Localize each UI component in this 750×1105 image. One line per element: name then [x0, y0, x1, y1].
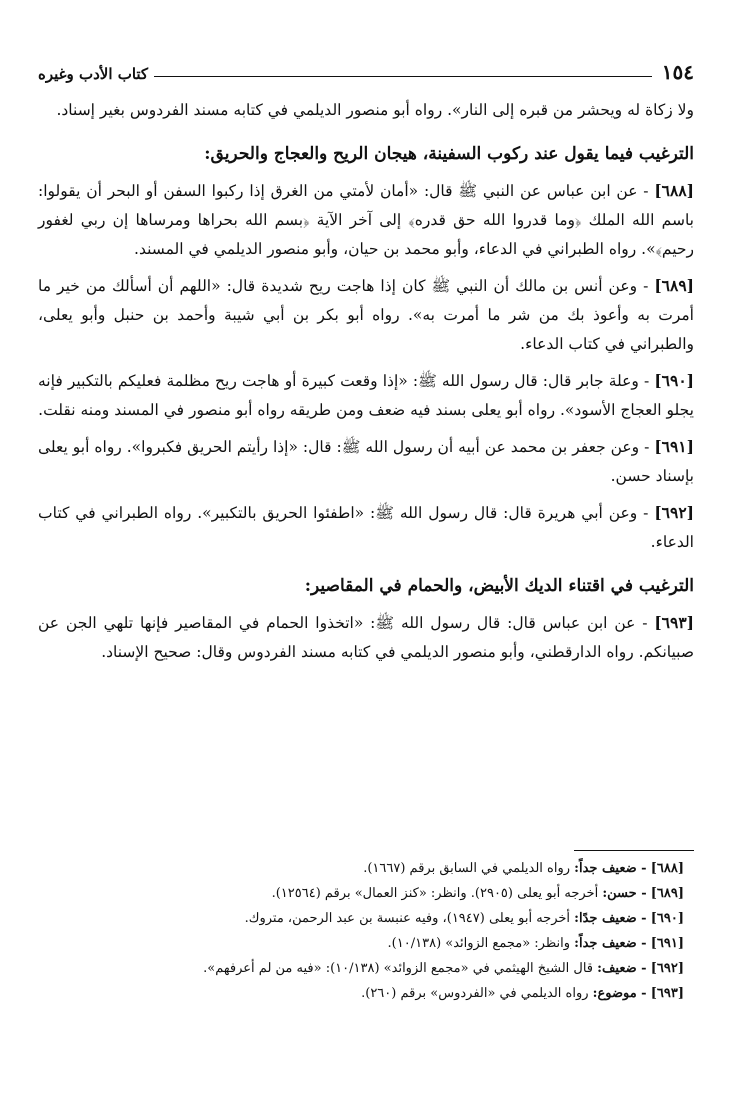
footnote-692 — [38, 956, 684, 981]
footnote-690 — [38, 906, 684, 931]
footnote-number: [٦٩١] — [650, 936, 684, 951]
hadith-text: - وعلة جابر قال: قال رسول الله ﷺ: «إذا وقعت كبيرة أو هاجت ريح مظلمة فعليكم بالتكبير فإنه يجلو العجاج الأسود». رواه أبو يعلى بسند فيه ضعف ومن طريقه رواه أبو منصور في المسند ومنه نقلت. — [38, 372, 694, 419]
hadith-692 — [38, 498, 694, 557]
footnote-number: [٦٩٠] — [650, 911, 684, 926]
hadith-number: [٦٨٩] — [654, 276, 694, 295]
section-heading-ship: الترغيب فيما يقول عند ركوب السفينة، هيجان الريح والعجاج والحريق: — [204, 144, 694, 164]
hadith-number: [٦٩٢] — [654, 503, 694, 522]
header-rule — [154, 76, 652, 77]
footnote-text: رواه الديلمي في السابق برقم (١٦٦٧). — [363, 861, 571, 876]
footnote-688 — [38, 856, 684, 881]
hadith-text: - وعن أبي هريرة قال: قال رسول الله ﷺ: «اطفئوا الحريق بالتكبير». رواه الطبراني في كتاب الدعاء. — [38, 504, 694, 551]
hadith-691 — [38, 432, 694, 491]
footnote-number: [٦٨٨] — [650, 861, 684, 876]
hadith-number: [٦٩١] — [654, 437, 694, 456]
section-heading-rooster: الترغيب في اقتناء الديك الأبيض، والحمام في المقاصير: — [304, 576, 694, 596]
footnote-text: أخرجه أبو يعلى (١٩٤٧)، وفيه عنبسة بن عبد الرحمن، متروك. — [244, 911, 571, 926]
hadith-number: [٦٩٠] — [654, 371, 694, 390]
hadith-693 — [38, 608, 694, 667]
footnote-number: [٦٨٩] — [650, 886, 684, 901]
footnote-grade: - موضوع: — [592, 986, 647, 1001]
hadith-text: - وعن أنس بن مالك أن النبي ﷺ كان إذا هاجت ريح شديدة قال: «اللهم أن أسألك من خير ما أمرت به وأعوذ بك من شر ما أمرت به». رواه أبو بكر بن أبي شيبة وأحمد بن حنبل وأبو يعلى، والطبراني في كتاب الدعاء. — [38, 277, 694, 353]
hadith-690 — [38, 366, 694, 425]
footnote-grade: - ضعيف جداً: — [574, 936, 647, 951]
footnote-grade: - ضعيف: — [597, 961, 647, 976]
footnote-grade: - ضعيف جدًا: — [574, 911, 647, 926]
hadith-text: - وعن جعفر بن محمد عن أبيه أن رسول الله ﷺ: قال: «إذا رأيتم الحريق فكبروا». رواه أبو يعلى بإسناد حسن. — [38, 438, 694, 485]
hadith-689 — [38, 271, 694, 359]
running-header — [38, 58, 694, 82]
hadith-number: [٦٨٨] — [654, 181, 694, 200]
page-number: ١٥٤ — [661, 60, 694, 84]
footnote-grade: - حسن: — [602, 886, 647, 901]
footnote-grade: - ضعيف جداً: — [574, 861, 647, 876]
intro-paragraph: ولا زكاة له ويحشر من قبره إلى النار». رواه أبو منصور الديلمي في كتابه مسند الفردوس بغير إسناد. — [56, 101, 694, 119]
footnote-text: قال الشيخ الهيثمي في «مجمع الزوائد» (١٠/١٣٨): «فيه من لم أعرفهم». — [203, 961, 594, 976]
footnote-693 — [38, 981, 684, 1006]
footnote-text: رواه الديلمي في «الفردوس» برقم (٢٦٠). — [361, 986, 589, 1001]
hadith-number: [٦٩٣] — [654, 613, 694, 632]
hadith-text: - عن ابن عباس عن النبي ﷺ قال: «أمان لأمتي من الغرق إذا ركبوا السفن أو البحر أن يقولوا: باسم الله الملك ﴿وما قدروا الله حق قدره﴾ إلى آخر الآية ﴿بسم الله بحراها ومرساها إن ربي لغفور رحيم﴾». رواه الطبراني في الدعاء، وأبو محمد بن حيان، وأبو منصور الديلمي في المسند. — [38, 182, 694, 258]
footnotes — [38, 856, 684, 1006]
footnote-text: وانظر: «مجمع الزوائد» (١٠/١٣٨). — [387, 936, 571, 951]
hadith-688 — [38, 176, 694, 264]
footnote-text: أخرجه أبو يعلى (٢٩٠٥). وانظر: «كنز العمال» برقم (١٢٥٦٤). — [271, 886, 599, 901]
footnote-691 — [38, 931, 684, 956]
page — [38, 0, 694, 1105]
footnote-number: [٦٩٣] — [650, 986, 684, 1001]
footnote-number: [٦٩٢] — [650, 961, 684, 976]
chapter-title: كتاب الأدب وغيره — [38, 65, 149, 83]
footnotes-rule — [574, 850, 694, 851]
footnote-689 — [38, 881, 684, 906]
hadith-text: - عن ابن عباس قال: قال رسول الله ﷺ: «اتخذوا الحمام في المقاصير فإنها تلهي الجن عن صبيانكم. رواه الدارقطني، وأبو منصور الديلمي في كتابه مسند الفردوس وقال: صحيح الإسناد. — [38, 614, 694, 661]
main-text — [38, 96, 694, 667]
